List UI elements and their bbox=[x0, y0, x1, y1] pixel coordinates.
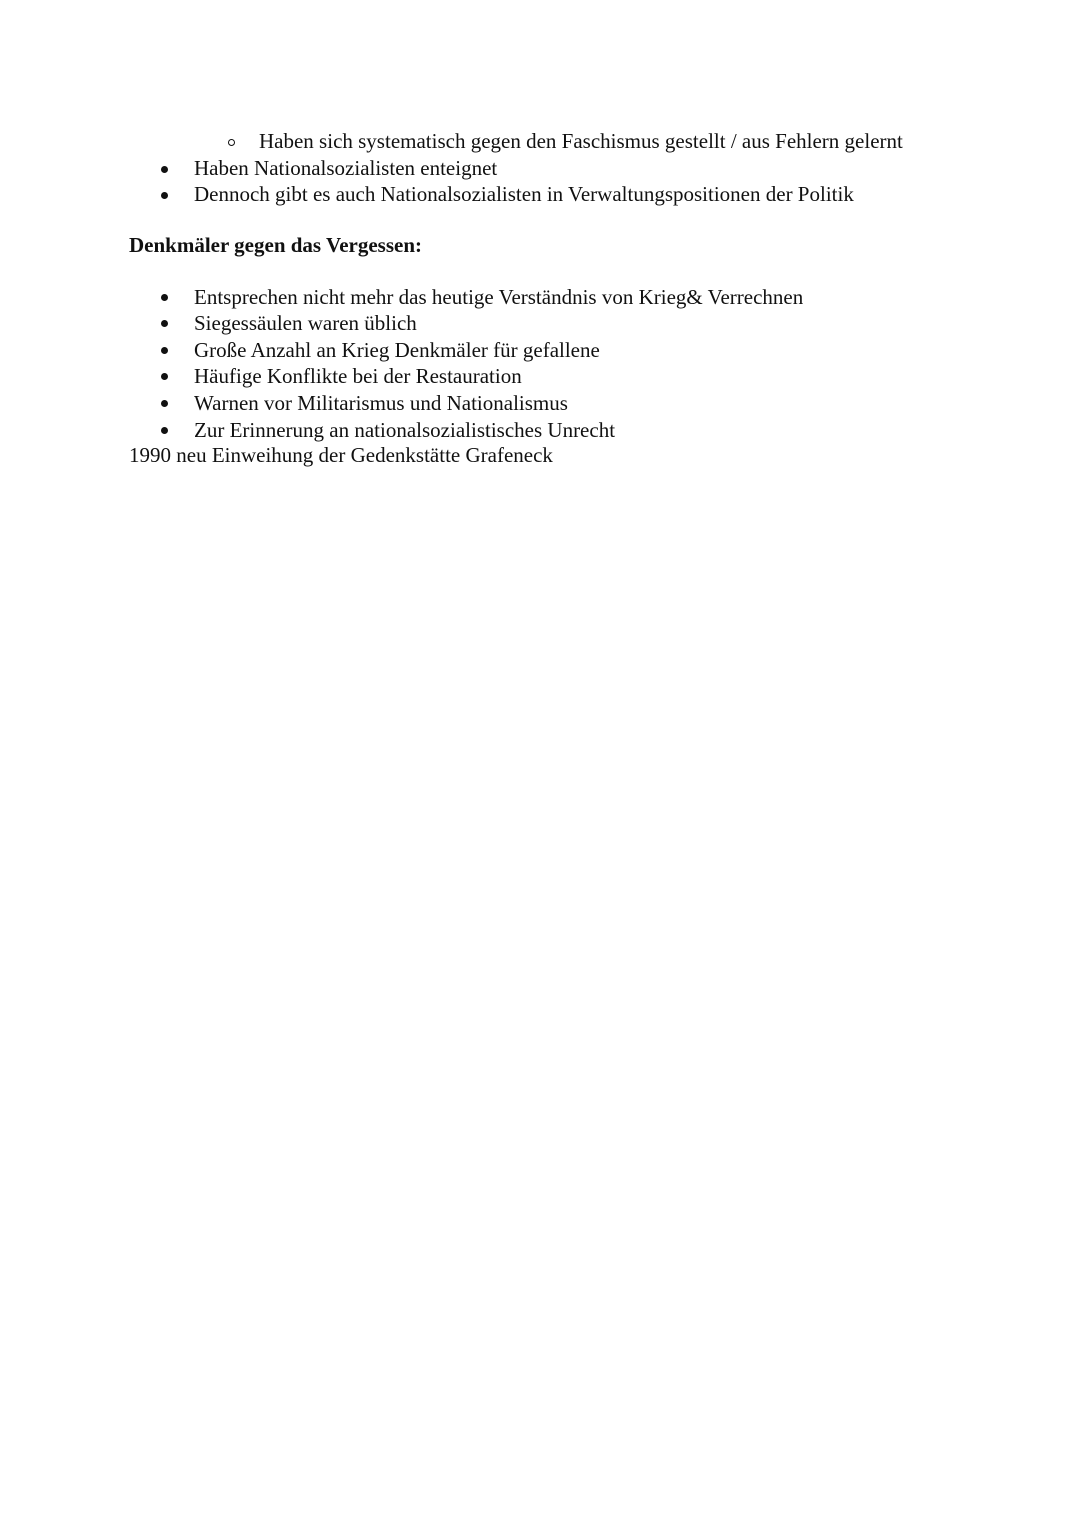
bullet-marker bbox=[161, 166, 168, 173]
list-item: Zur Erinnerung an nationalsozialistisches Unrecht bbox=[194, 418, 616, 442]
bullet-marker bbox=[161, 373, 168, 380]
sub-bullet-marker bbox=[228, 139, 235, 146]
section-heading: Denkmäler gegen das Vergessen: bbox=[129, 233, 423, 257]
list-item: Siegessäulen waren üblich bbox=[194, 311, 417, 335]
list-item: Haben Nationalsozialisten enteignet bbox=[194, 156, 498, 180]
bullet-marker bbox=[161, 427, 168, 434]
list-item: Dennoch gibt es auch Nationalsozialisten in Verwaltungspositionen der Politik bbox=[194, 182, 854, 206]
list-item: Häufige Konflikte bei der Restauration bbox=[194, 364, 522, 388]
closing-line: 1990 neu Einweihung der Gedenkstätte Grafeneck bbox=[129, 443, 553, 467]
bullet-marker bbox=[161, 320, 168, 327]
sub-list-item: Haben sich systematisch gegen den Faschismus gestellt / aus Fehlern gelernt bbox=[259, 129, 903, 153]
bullet-marker bbox=[161, 400, 168, 407]
bullet-marker bbox=[161, 347, 168, 354]
list-item: Große Anzahl an Krieg Denkmäler für gefallene bbox=[194, 338, 600, 362]
list-item: Warnen vor Militarismus und Nationalismus bbox=[194, 391, 568, 415]
bullet-marker bbox=[161, 294, 168, 301]
bullet-marker bbox=[161, 192, 168, 199]
list-item: Entsprechen nicht mehr das heutige Verständnis von Krieg& Verrechnen bbox=[194, 285, 804, 309]
